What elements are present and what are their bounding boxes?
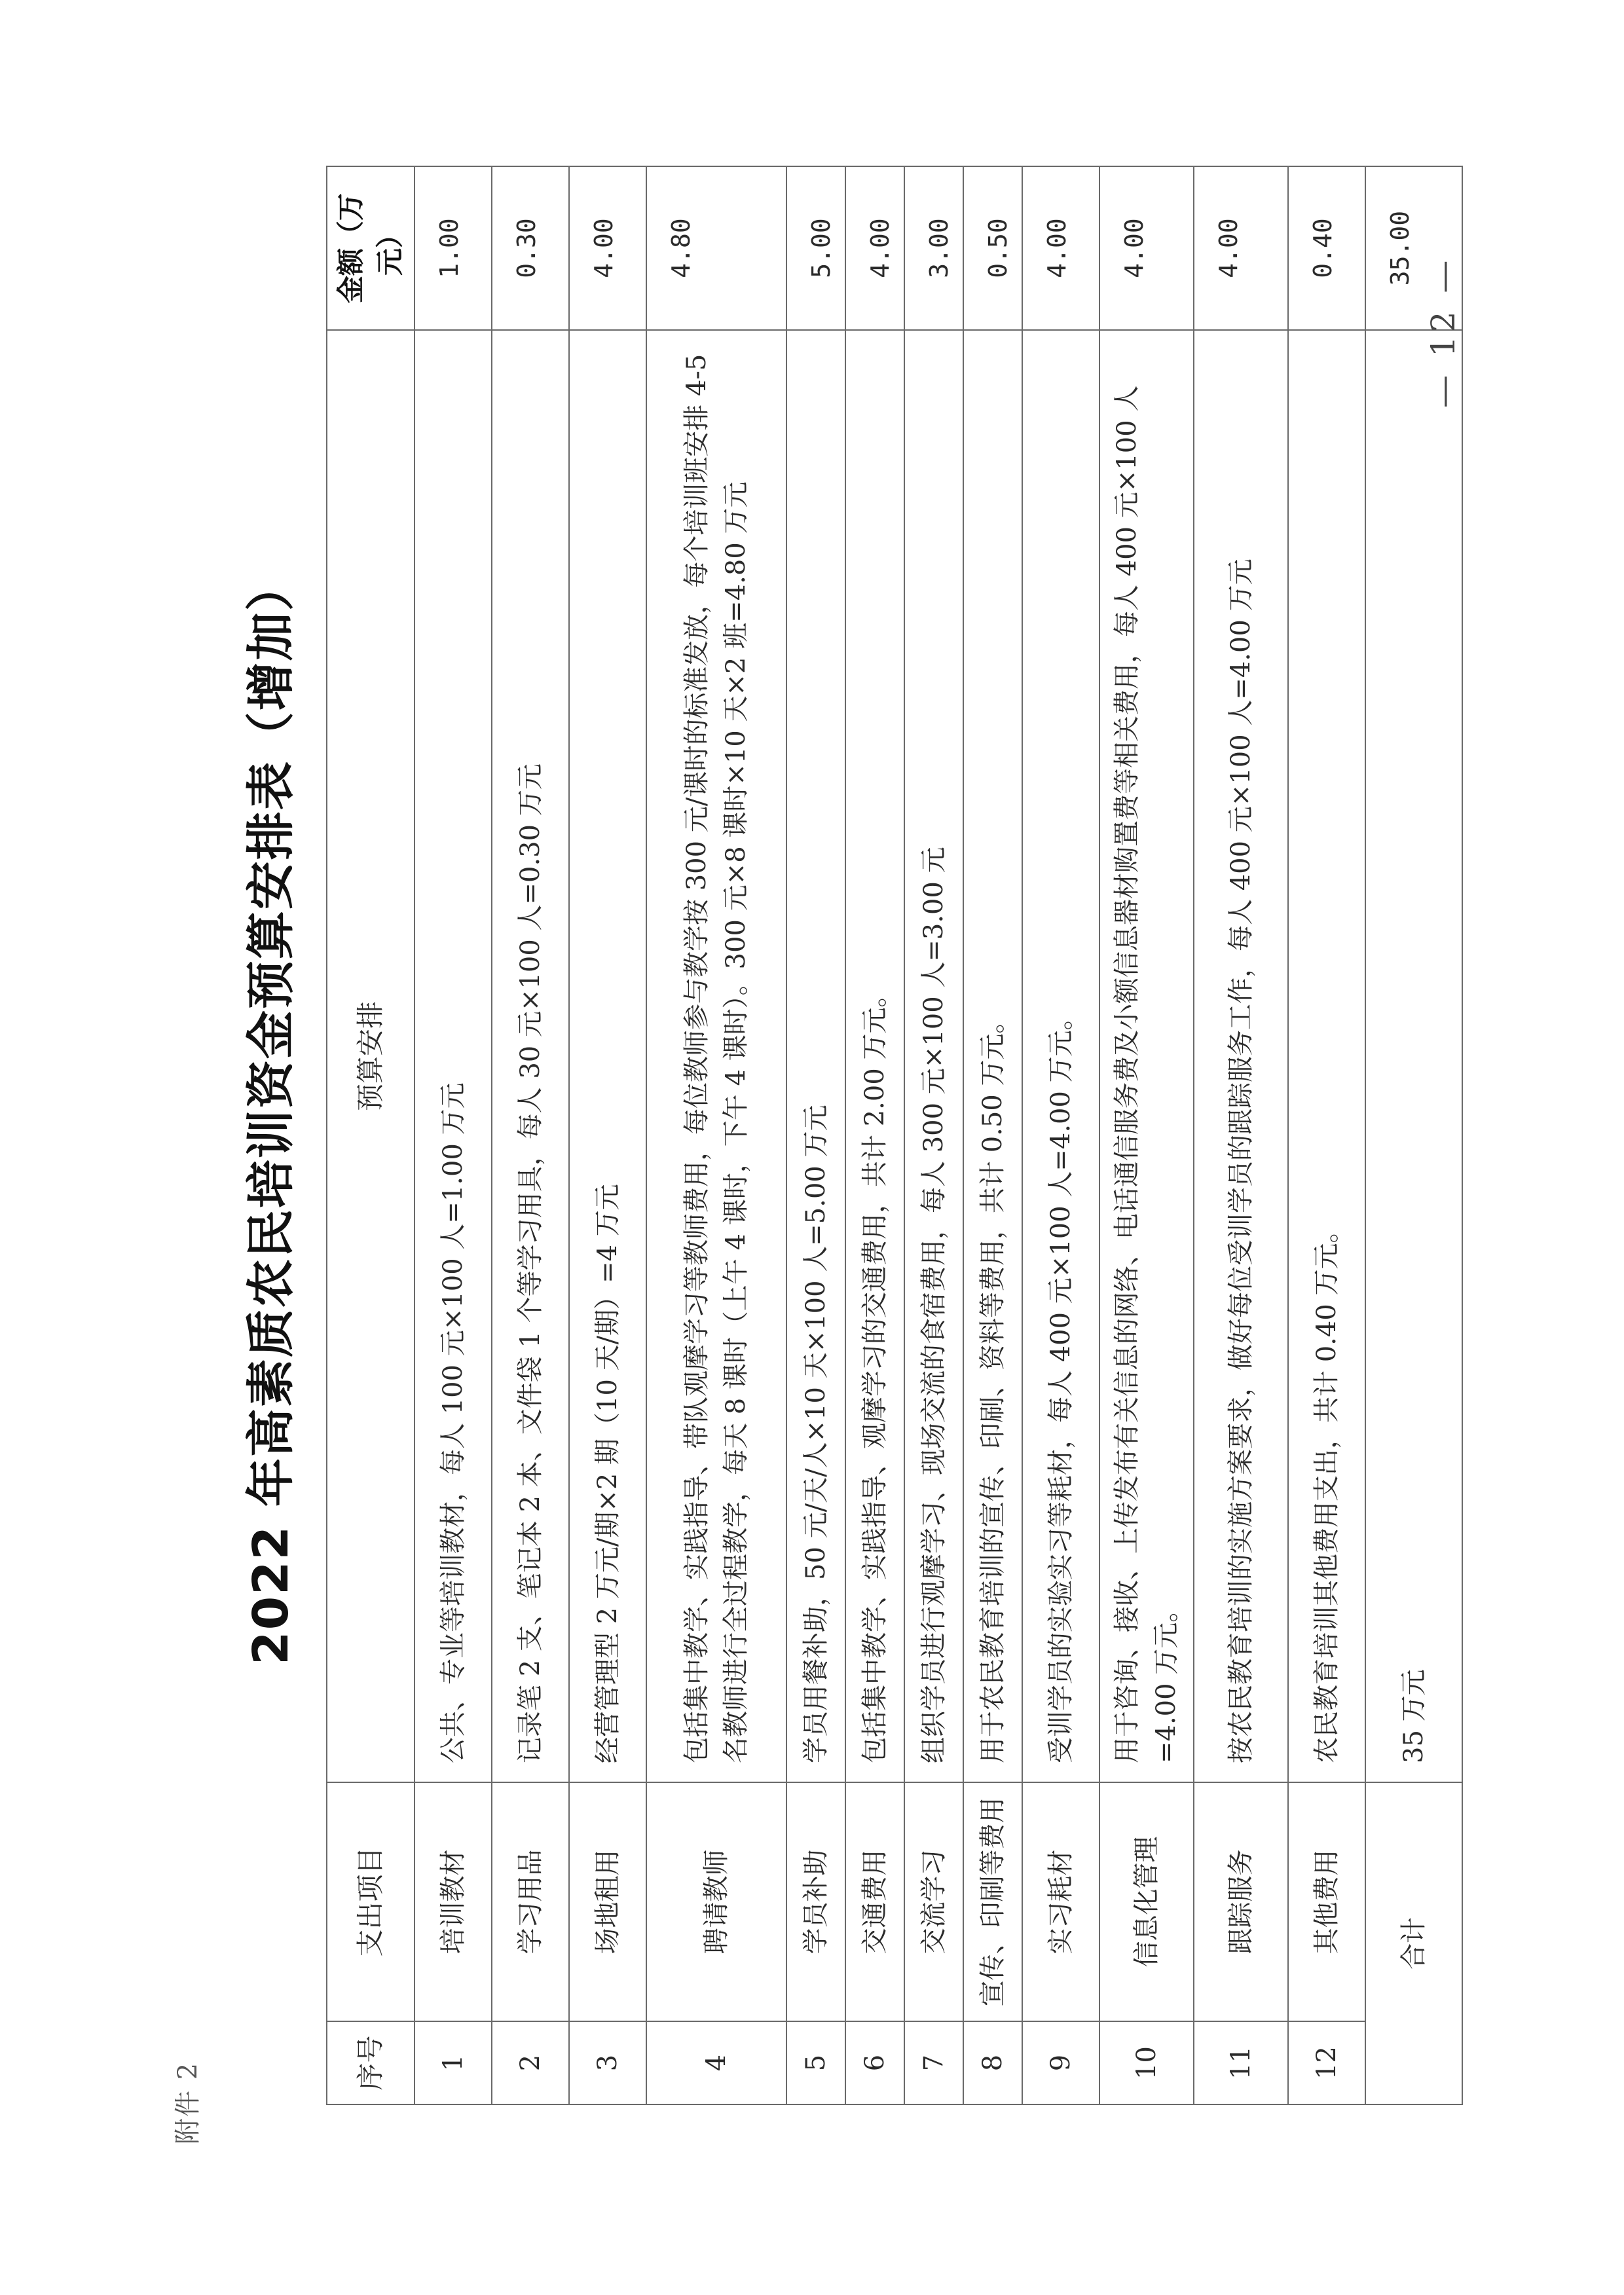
row-expense-item: 跟踪服务 bbox=[1194, 1782, 1288, 2021]
row-expense-item: 培训教材 bbox=[415, 1782, 492, 2021]
row-serial-number: 5 bbox=[786, 2021, 845, 2104]
row-expense-item: 聘请教师 bbox=[646, 1782, 786, 2021]
row-serial-number: 10 bbox=[1099, 2021, 1194, 2104]
table-row bbox=[1099, 166, 1194, 2104]
row-serial-number: 9 bbox=[1022, 2021, 1099, 2104]
row-serial-number: 6 bbox=[845, 2021, 904, 2104]
row-serial-number: 11 bbox=[1194, 2021, 1288, 2104]
total-description: 35 万元 bbox=[1365, 330, 1462, 1782]
table-row bbox=[492, 166, 569, 2104]
table-row bbox=[569, 166, 646, 2104]
row-amount: 4.00 bbox=[1022, 166, 1099, 330]
row-expense-item: 学习用品 bbox=[492, 1782, 569, 2021]
row-budget-description: 包括集中教学、实践指导、观摩学习的交通费用，共计 2.00 万元。 bbox=[845, 330, 904, 1782]
row-serial-number: 12 bbox=[1288, 2021, 1365, 2104]
row-amount: 0.30 bbox=[492, 166, 569, 330]
header-budget-arrangement: 预算安排 bbox=[327, 330, 415, 1782]
row-budget-description: 农民教育培训其他费用支出，共计 0.40 万元。 bbox=[1288, 330, 1365, 1782]
row-serial-number: 1 bbox=[415, 2021, 492, 2104]
row-budget-description: 记录笔 2 支、笔记本 2 本、文件袋 1 个等学习用具，每人 30 元×100 人=0.30 万元 bbox=[492, 330, 569, 1782]
row-expense-item: 宣传、印刷等费用 bbox=[963, 1782, 1022, 2021]
row-budget-description: 按农民教育培训的实施方案要求，做好每位受训学员的跟踪服务工作，每人 400 元×100 人=4.00 万元 bbox=[1194, 330, 1288, 1782]
table-row bbox=[1194, 166, 1288, 2104]
row-amount: 3.00 bbox=[904, 166, 963, 330]
row-expense-item: 信息化管理 bbox=[1099, 1782, 1194, 2021]
row-amount: 0.50 bbox=[963, 166, 1022, 330]
document-title: 2022 年高素质农民培训资金预算安排表（增加） bbox=[243, 561, 299, 1665]
page-number: — 12 — bbox=[1424, 256, 1462, 408]
row-expense-item: 学员补助 bbox=[786, 1782, 845, 2021]
table-row bbox=[845, 166, 904, 2104]
header-expense-item: 支出项目 bbox=[327, 1782, 415, 2021]
header-amount: 金额（万元） bbox=[327, 166, 415, 330]
row-serial-number: 7 bbox=[904, 2021, 963, 2104]
table-row bbox=[904, 166, 963, 2104]
table-row bbox=[646, 166, 786, 2104]
table-row bbox=[1022, 166, 1099, 2104]
total-label: 合计 bbox=[1365, 1782, 1462, 2104]
row-expense-item: 场地租用 bbox=[569, 1782, 646, 2021]
row-budget-description: 组织学员进行观摩学习、现场交流的食宿费用，每人 300 元×100 人=3.00 元 bbox=[904, 330, 963, 1782]
row-serial-number: 3 bbox=[569, 2021, 646, 2104]
row-amount: 4.00 bbox=[1099, 166, 1194, 330]
table-header-row bbox=[327, 166, 415, 2104]
row-serial-number: 2 bbox=[492, 2021, 569, 2104]
row-amount: 4.80 bbox=[646, 166, 786, 330]
row-amount: 4.00 bbox=[569, 166, 646, 330]
row-budget-description: 公共、专业等培训教材，每人 100 元×100 人=1.00 万元 bbox=[415, 330, 492, 1782]
row-budget-description: 用于农民教育培训的宣传、印刷、资料等费用，共计 0.50 万元。 bbox=[963, 330, 1022, 1782]
row-budget-description: 经营管理型 2 万元/期×2 期（10 天/期）=4 万元 bbox=[569, 330, 646, 1782]
table-row bbox=[415, 166, 492, 2104]
total-amount: 35.00 bbox=[1365, 166, 1462, 330]
row-expense-item: 实习耗材 bbox=[1022, 1782, 1099, 2021]
row-serial-number: 8 bbox=[963, 2021, 1022, 2104]
row-amount: 4.00 bbox=[845, 166, 904, 330]
row-amount: 4.00 bbox=[1194, 166, 1288, 330]
row-expense-item: 交通费用 bbox=[845, 1782, 904, 2021]
row-serial-number: 4 bbox=[646, 2021, 786, 2104]
table-total-row bbox=[1365, 166, 1462, 2104]
attachment-label: 附件 2 bbox=[173, 2061, 203, 2144]
table-row bbox=[786, 166, 845, 2104]
table-row bbox=[963, 166, 1022, 2104]
row-amount: 5.00 bbox=[786, 166, 845, 330]
budget-table bbox=[326, 166, 1463, 2105]
row-expense-item: 交流学习 bbox=[904, 1782, 963, 2021]
row-budget-description: 学员用餐补助，50 元/天/人×10 天×100 人=5.00 万元 bbox=[786, 330, 845, 1782]
row-budget-description: 用于咨询、接收、上传发布有关信息的网络、电话通信服务费及小额信息器材购置费等相关费用，每人 400 元×100 人=4.00 万元。 bbox=[1099, 330, 1194, 1782]
header-serial-number: 序号 bbox=[327, 2021, 415, 2104]
row-amount: 0.40 bbox=[1288, 166, 1365, 330]
row-budget-description: 受训学员的实验实习等耗材，每人 400 元×100 人=4.00 万元。 bbox=[1022, 330, 1099, 1782]
row-amount: 1.00 bbox=[415, 166, 492, 330]
row-expense-item: 其他费用 bbox=[1288, 1782, 1365, 2021]
table-row bbox=[1288, 166, 1365, 2104]
row-budget-description: 包括集中教学、实践指导、带队观摩学习等教师费用，每位教师参与教学按 300 元/课时的标准发放，每个培训班安排 4-5 名教师进行全过程教学，每天 8 课时（上午 4 课时，下午 4 课时）。300 元×8 课时×10 天×2 班=4.80 万元 bbox=[646, 330, 786, 1782]
